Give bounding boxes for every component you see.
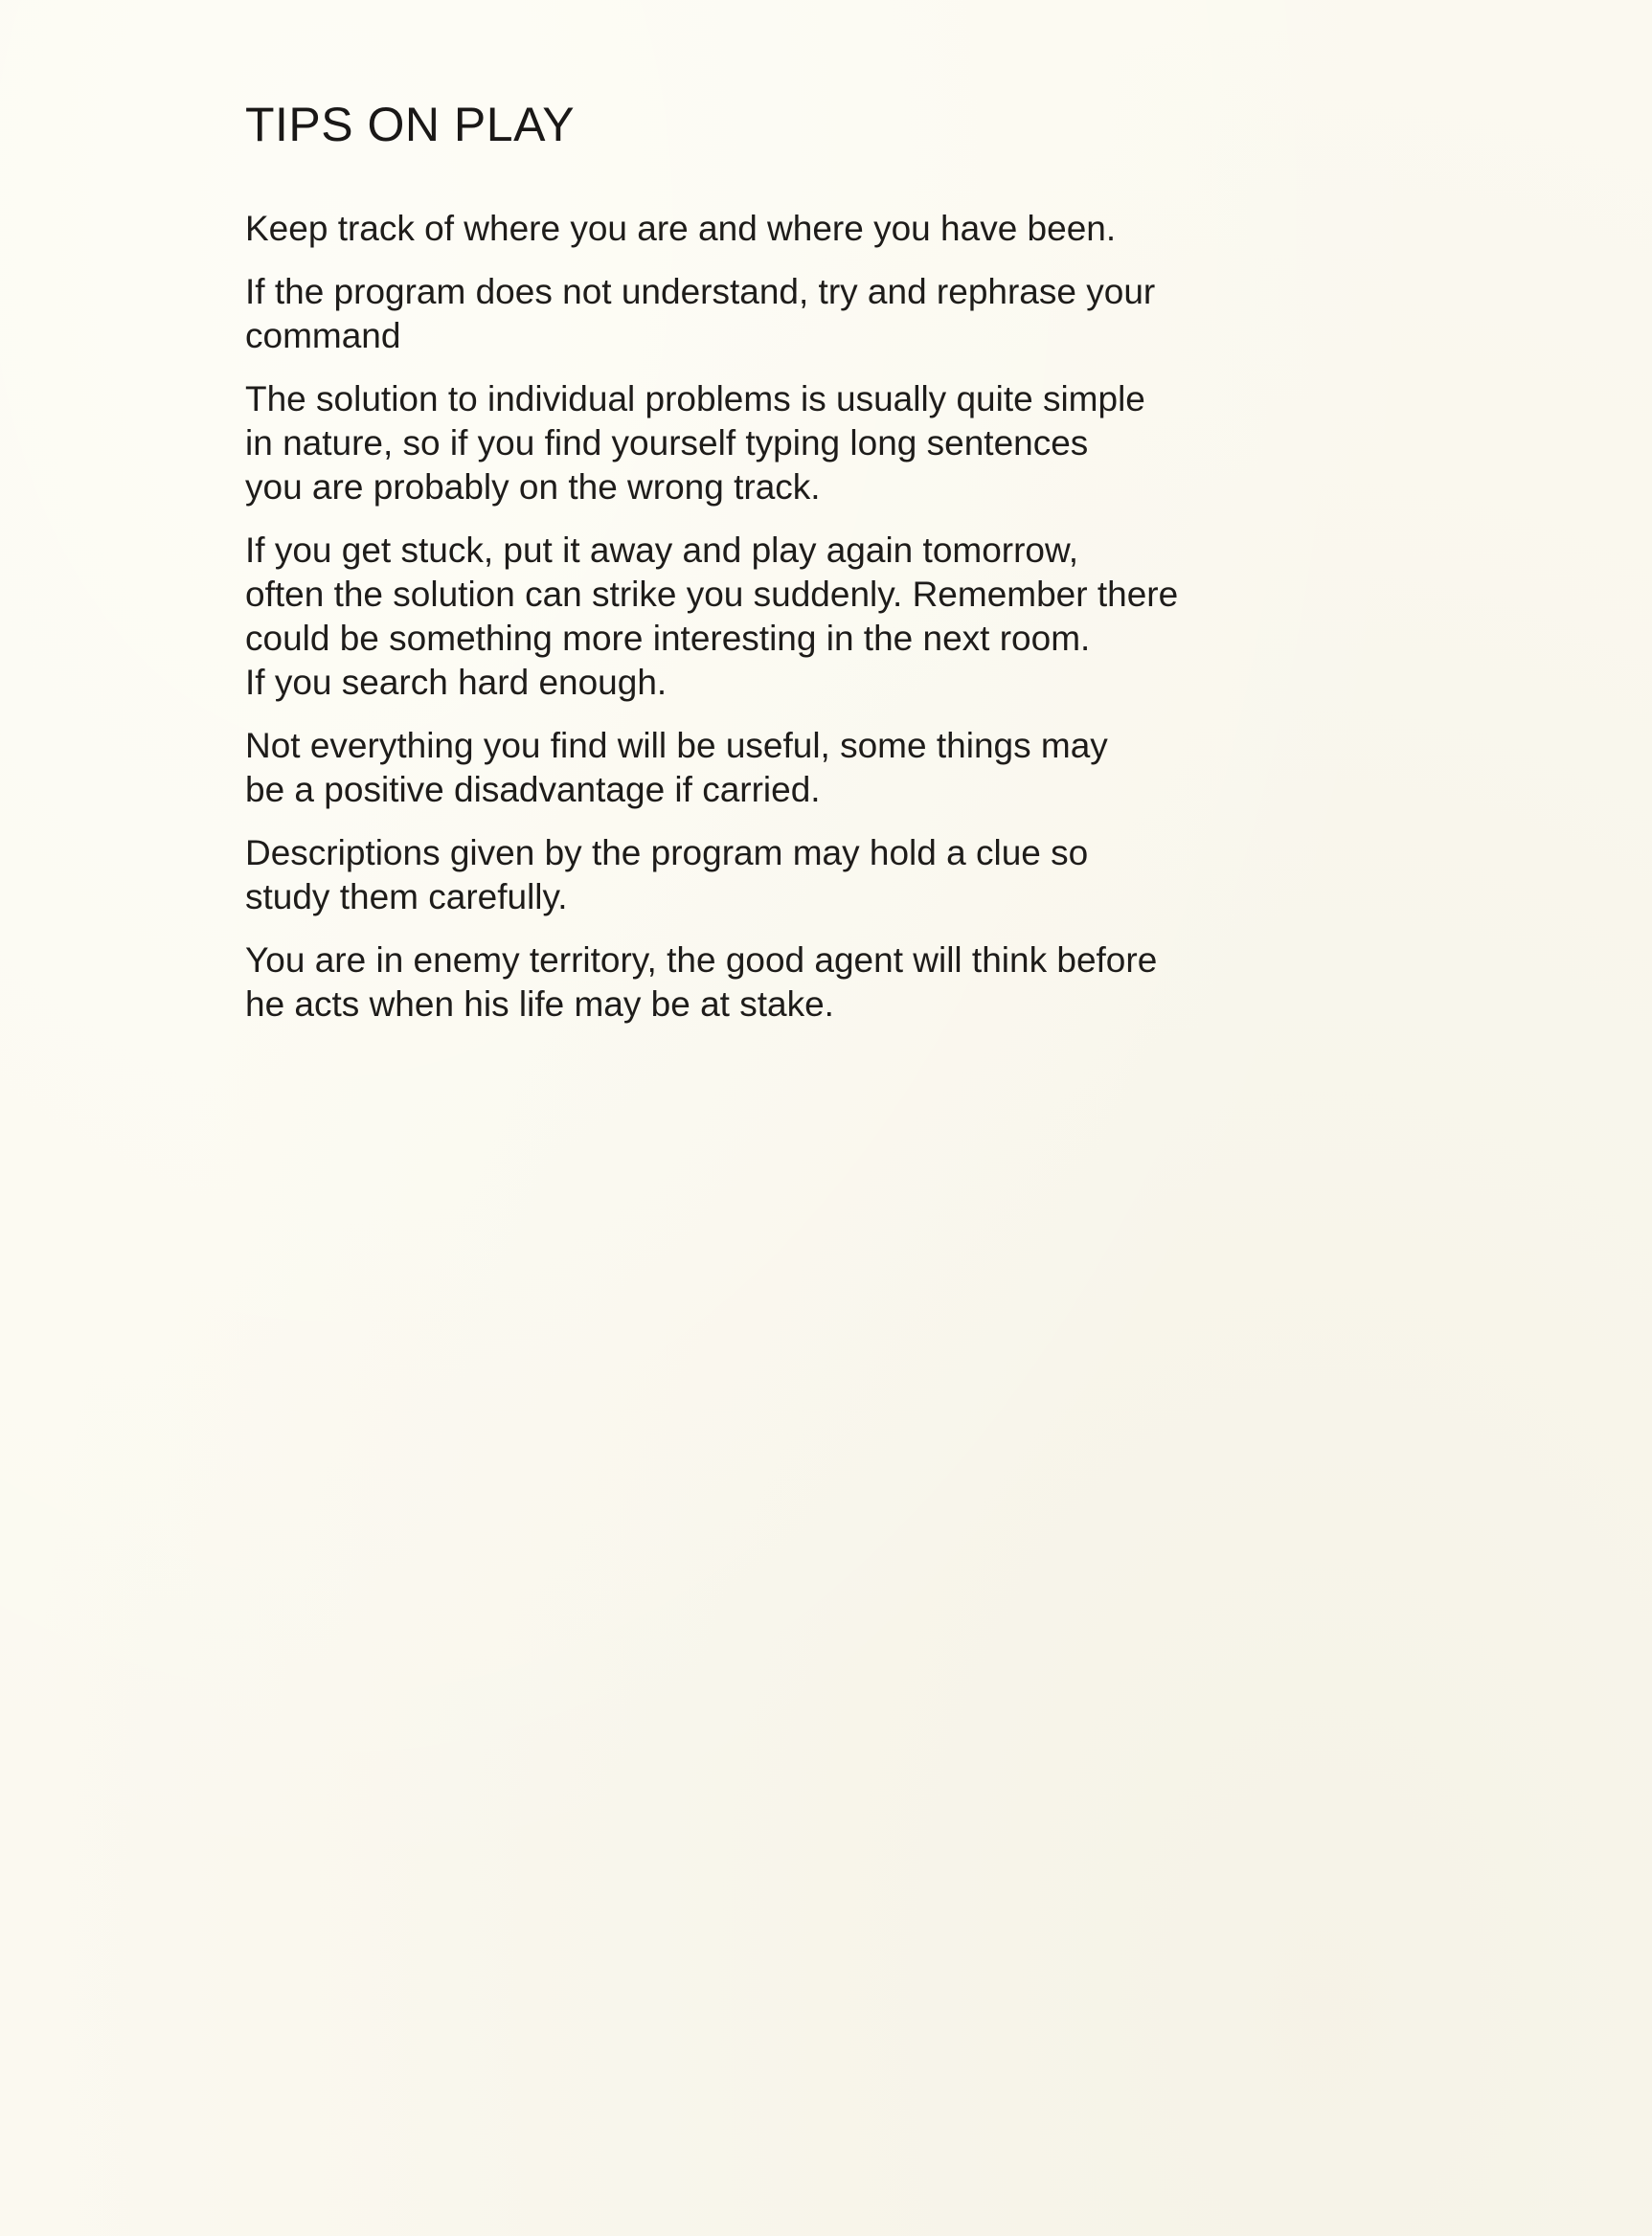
tip-paragraph-3: The solution to individual problems is usually quite simple in nature, so if you find yourself typing long sentences you are probably on the wrong track.	[245, 379, 1145, 507]
tip-paragraph-4: If you get stuck, put it away and play again tomorrow, often the solution can strike you suddenly. Remember there could be something more interesting in the next room. If you search hard enough.	[245, 531, 1179, 702]
tip-paragraph-6: Descriptions given by the program may hold a clue so study them carefully.	[245, 833, 1089, 916]
page-content	[245, 96, 1452, 1046]
tip-paragraph-5: Not everything you find will be useful, some things may be a positive disadvantage if carried.	[245, 726, 1108, 809]
tip-paragraph-7: You are in enemy territory, the good agent will think before he acts when his life may be at stake.	[245, 940, 1158, 1024]
tip-paragraph-1: Keep track of where you are and where you have been.	[245, 209, 1117, 248]
tips-list	[245, 207, 1452, 1027]
tip-paragraph-2: If the program does not understand, try and rephrase your command	[245, 272, 1156, 355]
page-title: TIPS ON PLAY	[245, 98, 576, 151]
